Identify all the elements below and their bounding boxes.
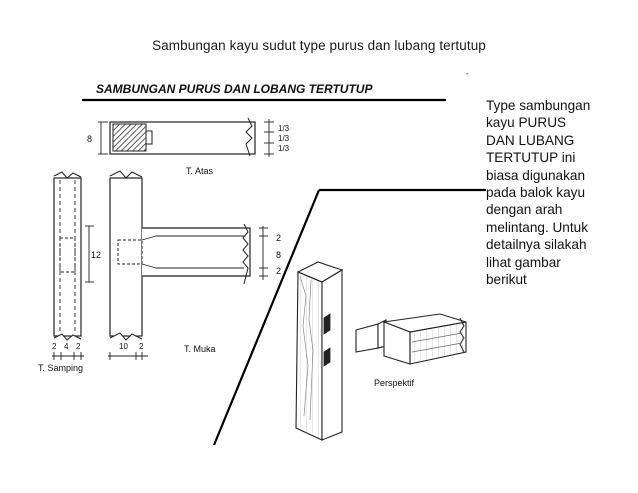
perspective-post-front	[296, 272, 322, 440]
side-view-dim-1: 2	[52, 342, 57, 351]
side-view-length-dim: 12	[91, 250, 102, 260]
top-view-height-dim: 8	[87, 134, 93, 144]
top-view-tenon-section	[113, 124, 146, 151]
top-view-dim-2: 1/3	[278, 134, 290, 143]
front-view-dim-right-3: 2	[276, 266, 282, 276]
side-view-top-break	[54, 172, 81, 178]
corner-mark: -	[466, 69, 469, 78]
front-view-dim-right-1: 2	[276, 233, 282, 243]
side-view-post	[54, 178, 81, 336]
front-view-dim-bottom-2: 2	[139, 342, 144, 351]
front-view-post	[110, 178, 142, 336]
side-view-dim-3: 2	[76, 342, 81, 351]
front-view-top-break	[110, 171, 142, 178]
top-view-dim-1: 1/3	[278, 124, 290, 133]
front-view-dim-right-2: 8	[276, 250, 282, 260]
side-view	[38, 172, 101, 373]
top-view	[87, 118, 290, 176]
top-view-dim-3: 1/3	[278, 144, 290, 153]
side-view-label: T. Samping	[38, 363, 84, 373]
front-view-beam	[142, 228, 250, 276]
perspective-label: Perspektif	[374, 378, 415, 388]
top-view-tenon	[146, 131, 152, 144]
front-view	[108, 171, 281, 360]
perspective-tenon-end	[356, 324, 378, 352]
front-view-label: T. Muka	[184, 344, 216, 354]
perspective-view	[214, 190, 486, 445]
top-view-label: T. Atas	[186, 166, 214, 176]
front-view-dim-bottom-1: 10	[119, 342, 128, 351]
description-text: Type sambungan kayu PURUS DAN LUBANG TERTUTUP ini biasa digunakan pada balok kayu dengan arah melintang. Untuk detailnya silakah lihat gambar berikut	[486, 98, 591, 288]
drawing-heading	[82, 69, 469, 100]
side-view-dim-2: 4	[64, 342, 69, 351]
slide-title: Sambungan kayu sudut type purus dan lubang tertutup	[152, 38, 486, 53]
drawing-heading-text: SAMBUNGAN PURUS DAN LOBANG TERTUTUP	[96, 82, 373, 96]
perspective-mortise-top	[324, 314, 330, 334]
